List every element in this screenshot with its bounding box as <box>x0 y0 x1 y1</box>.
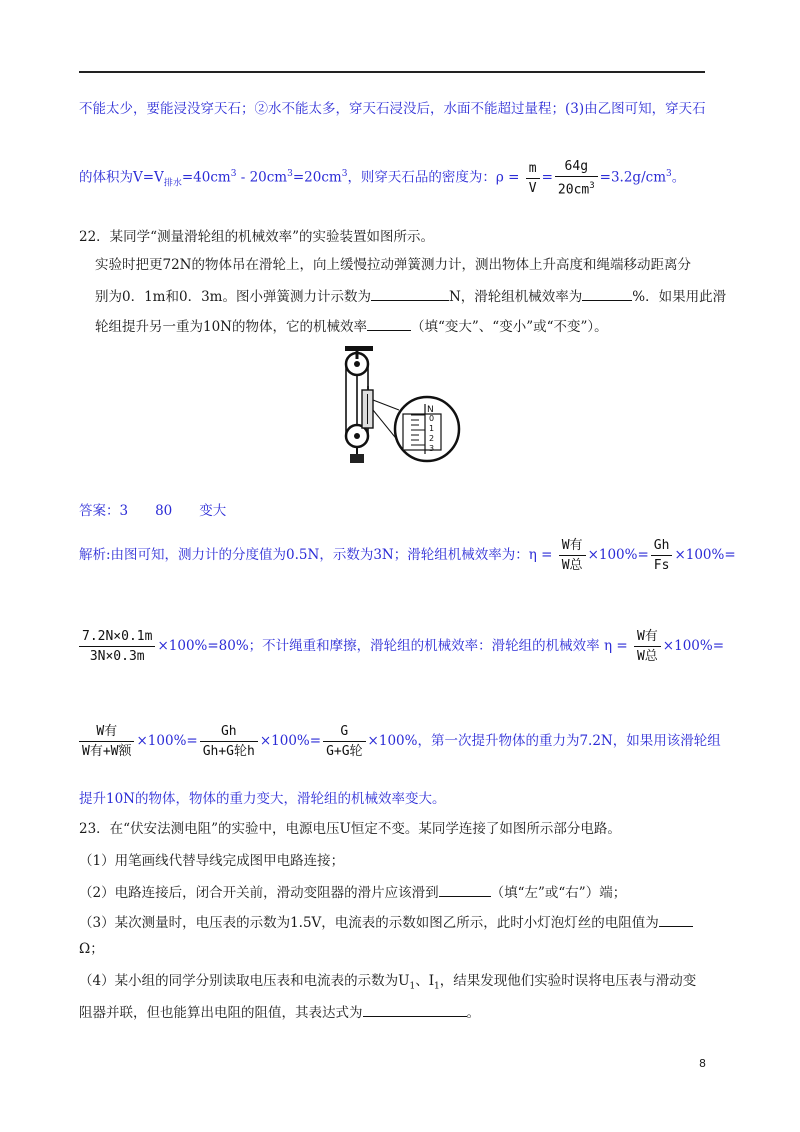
q23-stem: 23．在“伏安法测电阻”的实验中，电源电压U恒定不变。某同学连接了如图所示部分电路。 <box>79 821 621 837</box>
prev-answer-line1: 不能太少，要能浸没穿天石；②水不能太多，穿天石浸没后，水面不能超过量程；(3)由乙图可知，穿天石 <box>79 101 706 117</box>
weight-block <box>350 454 364 463</box>
q22-line3: 别为0．1m和0．3m。图小弹簧测力计示数为 N，滑轮组机械效率为 %．如果用此滑 <box>95 286 726 306</box>
density-fraction-mv: $\frac{m}{V}$ <box>526 160 540 197</box>
scale-tick-0: 0 <box>429 414 435 423</box>
prev-answer-line2: 的体积为$V=V_{排水}=40cm^3 - 20cm^3=20cm^3$，则穿天石品的密度为：ρ = $\frac{m}{V}$ = $\frac{64g}{20cm^3}$ $=3.2g/cm^3$。 <box>79 159 686 198</box>
q23-part3-unit: Ω； <box>79 941 104 957</box>
calc-fraction: $\frac{7.2N\times 0.1m}{3N\times 0.3m}$ <box>79 628 155 665</box>
q22-analysis-line1: 解析:由图可知，测力计的分度值为0.5N，示数为3N；滑轮组机械效率为：η = $\frac{\text{W有}}{\text{W总}}$ ×100%= $\frac{Gh}{Fs}$ ×100%= <box>79 538 736 573</box>
q22-stem: 22．某同学“测量滑轮组的机械效率”的实验装置如图所示。 <box>79 229 434 245</box>
efficiency-fraction-w: $\frac{\text{W有}}{\text{W总}}$ <box>559 537 586 574</box>
q23-part2: （2）电路连接后，闭合开关前，滑动变阻器的滑片应该滑到 （填“左”或“右”）端； <box>79 882 626 902</box>
ceiling-bar <box>345 346 373 351</box>
q23-part3: （3）某次测量时，电压表的示数为1.5V，电流表的示数如图乙所示，此时小灯泡灯丝的电阻值为 <box>79 912 693 932</box>
scale-label-n: N <box>427 405 434 415</box>
q22-blank-efficiency <box>582 286 632 301</box>
efficiency-fraction-ghfs: $\frac{Gh}{Fs}$ <box>651 537 673 574</box>
q23-blank-resistance <box>659 912 693 927</box>
fraction-gh-extra: $\frac{Gh}{\text{Gh+G轮h}}$ <box>200 723 258 760</box>
scale-tick-2: 2 <box>429 434 435 443</box>
q23-part1: （1）用笔画线代替导线完成图甲电路连接； <box>79 853 345 869</box>
q22-blank-force <box>371 286 449 301</box>
q22-analysis-line2: $\frac{7.2N\times 0.1m}{3N\times 0.3m}$ ×100%=80%；不计绳重和摩擦，滑轮组的机械效率：滑轮组的机械效率 η = $\frac{\text{W有}}{\text{W总}}$ ×100%= <box>79 628 724 665</box>
q23-blank-side <box>439 882 491 897</box>
pulley-figure <box>333 344 471 468</box>
q22-analysis-line4: 提升10N的物体，物体的重力变大，滑轮组的机械效率变大。 <box>79 791 446 807</box>
q23-part5: 阻器并联，但也能算出电阻的阻值，其表达式为 。 <box>79 1002 480 1022</box>
q22-line2: 实验时把更72N的物体吊在滑轮上，向上缓慢拉动弹簧测力计，测出物体上升高度和绳端移动距离分 <box>95 257 691 273</box>
fraction-g-extra: $\frac{G}{\text{G+G轮}}$ <box>323 723 365 760</box>
scale-tick-3: 3 <box>429 444 435 453</box>
q23-blank-expression <box>363 1002 467 1017</box>
header-rule <box>79 71 705 73</box>
q22-answer: 答案：3 80 变大 <box>79 503 227 519</box>
density-fraction-values: $\frac{64g}{20cm^3}$ <box>555 158 598 198</box>
q22-analysis-line3: $\frac{\text{W有}}{\text{W有+W额}}$ ×100%= $\frac{Gh}{\text{Gh+G轮h}}$ ×100%= $\frac{G}{\text{G+G轮}}$ ×100%，第一次提升物体的重力为7.2N，如果用该滑轮组 <box>79 723 721 760</box>
q22-blank-change <box>367 316 411 331</box>
scale-tick-1: 1 <box>429 424 435 433</box>
q23-part4: （4）某小组的同学分别读取电压表和电流表的示数为$U_1$、$I_1$，结果发现他们实验时误将电压表与滑动变 <box>79 973 697 992</box>
efficiency-fraction-w2: $\frac{\text{W有}}{\text{W总}}$ <box>634 628 661 665</box>
q22-line4: 轮组提升另一重为10N的物体，它的机械效率 （填“变大”、“变小”或“不变”）。 <box>95 316 608 336</box>
page-number: 8 <box>699 1057 706 1070</box>
fraction-w-extra: $\frac{\text{W有}}{\text{W有+W额}}$ <box>79 723 134 760</box>
